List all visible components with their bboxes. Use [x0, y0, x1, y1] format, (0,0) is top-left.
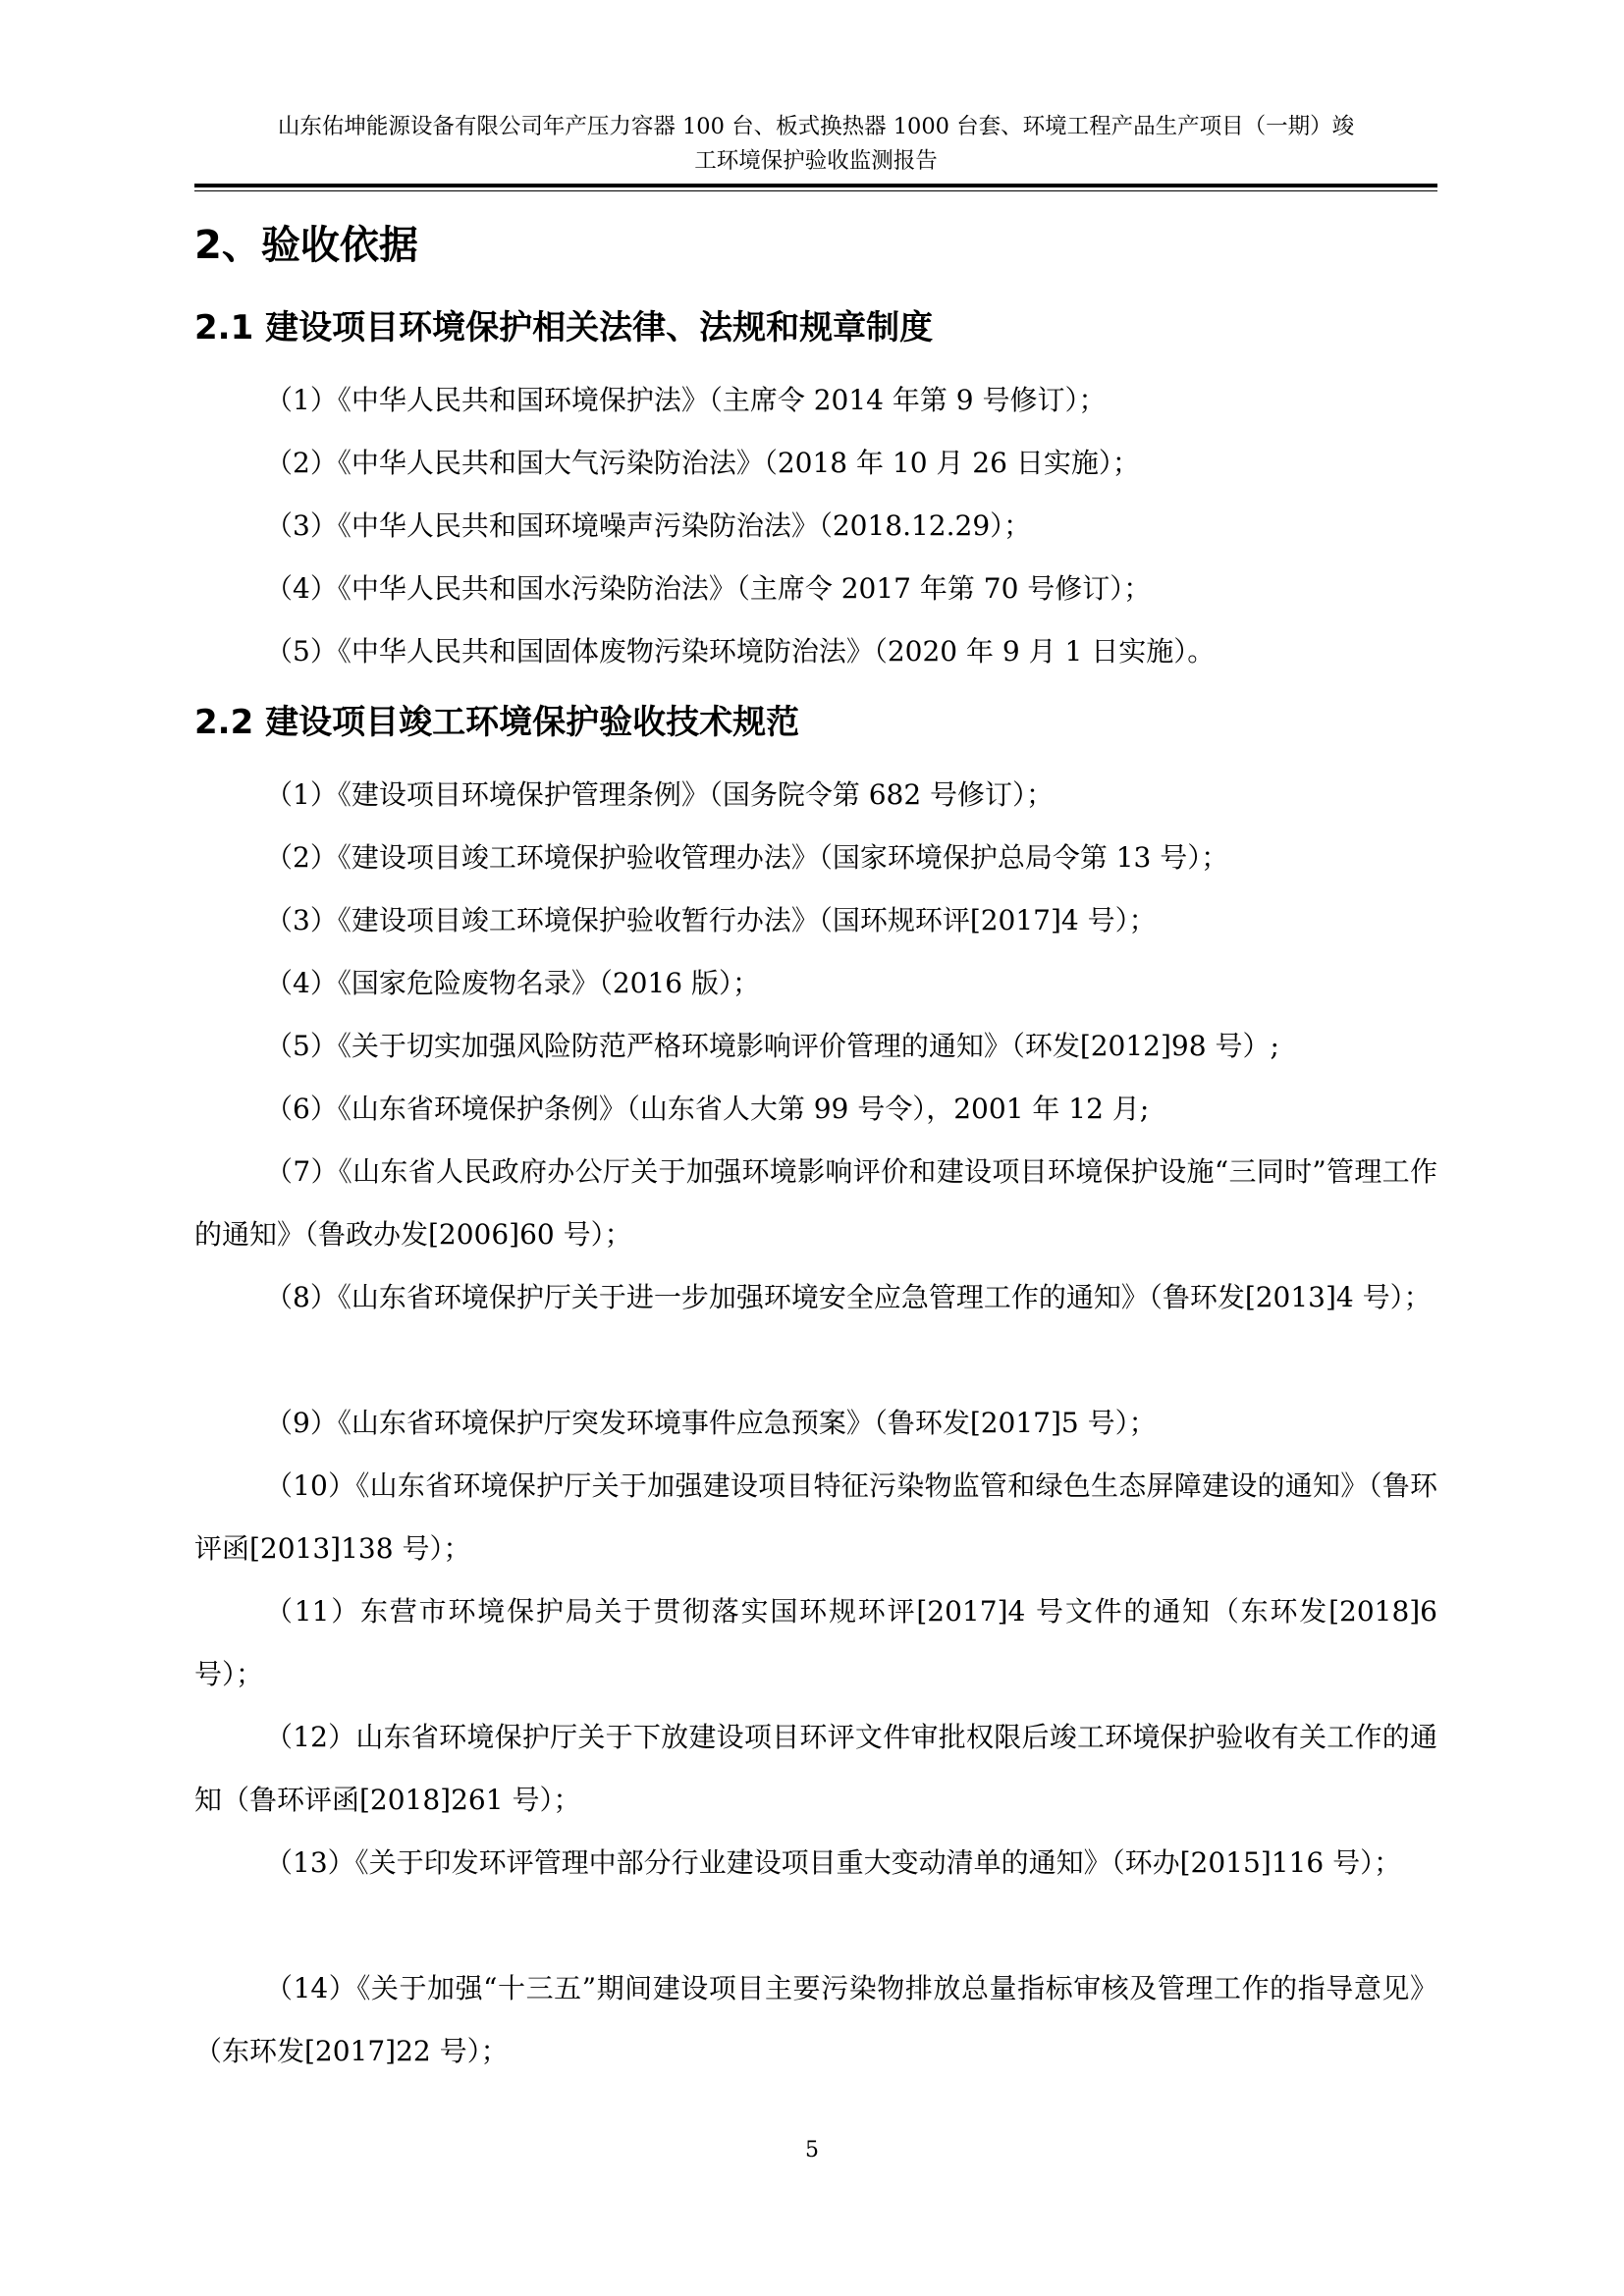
- list-item: （10）《山东省环境保护厅关于加强建设项目特征污染物监管和绿色生态屏障建设的通知》（鲁环评函[2013]138 号）；: [194, 1469, 1437, 1565]
- list-item: （14）《关于加强“十三五”期间建设项目主要污染物排放总量指标审核及管理工作的指导意见》（东环发[2017]22 号）；: [194, 1972, 1437, 2067]
- list-item: （5）《中华人民共和国固体废物污染环境防治法》（2020 年 9 月 1 日实施）。: [265, 635, 1216, 667]
- list-item: （1）《建设项目环境保护管理条例》（国务院令第 682 号修订）；: [265, 778, 1055, 811]
- running-header: [194, 110, 1437, 179]
- list-item: （2）《中华人民共和国大气污染防治法》（2018 年 10 月 26 日实施）；: [265, 447, 1140, 479]
- section-title: 2、验收依据: [194, 223, 418, 268]
- list-item: （8）《山东省环境保护厅关于进一步加强环境安全应急管理工作的通知》（鲁环发[2013]4 号）；: [265, 1281, 1432, 1313]
- subsection-title-2-2: 2.2 建设项目竣工环境保护验收技术规范: [194, 703, 800, 742]
- list-item: （13）《关于印发环评管理中部分行业建设项目重大变动清单的通知》（环办[2015]116 号）；: [265, 1846, 1402, 1879]
- list-item: （7）《山东省人民政府办公厅关于加强环境影响评价和建设项目环境保护设施“三同时”管理工作的通知》（鲁政办发[2006]60 号）；: [194, 1155, 1437, 1251]
- header-line-1: 山东佑坤能源设备有限公司年产压力容器 100 台、板式换热器 1000 台套、环境工程产品生产项目（一期）竣: [277, 114, 1355, 139]
- list-item: （11）东营市环境保护局关于贯彻落实国环规环评[2017]4 号文件的通知（东环发[2018]6 号）；: [194, 1595, 1437, 1690]
- list-item: （6）《山东省环境保护条例》（山东省人大第 99 号令），2001 年 12 月;: [265, 1093, 1150, 1125]
- list-item: （5）《关于切实加强风险防范严格环境影响评价管理的通知》（环发[2012]98 号）;: [265, 1030, 1279, 1062]
- header-rule-thin: [194, 190, 1437, 191]
- list-item: （9）《山东省环境保护厅突发环境事件应急预案》（鲁环发[2017]5 号）；: [265, 1407, 1157, 1439]
- list-item: （3）《建设项目竣工环境保护验收暂行办法》（国环规环评[2017]4 号）；: [265, 904, 1157, 936]
- list-item: （1）《中华人民共和国环境保护法》（主席令 2014 年第 9 号修订）；: [265, 384, 1107, 416]
- page-number: 5: [805, 2138, 819, 2163]
- header-rule-thick: [194, 184, 1437, 187]
- list-item: （4）《中华人民共和国水污染防治法》（主席令 2017 年第 70 号修订）；: [265, 572, 1152, 605]
- list-item: （3）《中华人民共和国环境噪声污染防治法》（2018.12.29）；: [265, 509, 1032, 542]
- header-line-2: 工环境保护验收监测报告: [694, 148, 938, 174]
- subsection-title-2-1: 2.1 建设项目环境保护相关法律、法规和规章制度: [194, 308, 934, 347]
- list-item: （4）《国家危险废物名录》（2016 版）；: [265, 967, 760, 999]
- list-item: （12）山东省环境保护厅关于下放建设项目环评文件审批权限后竣工环境保护验收有关工作的通知（鲁环评函[2018]261 号）；: [194, 1721, 1437, 1816]
- list-item: （2）《建设项目竣工环境保护验收管理办法》（国家环境保护总局令第 13 号）；: [265, 841, 1229, 874]
